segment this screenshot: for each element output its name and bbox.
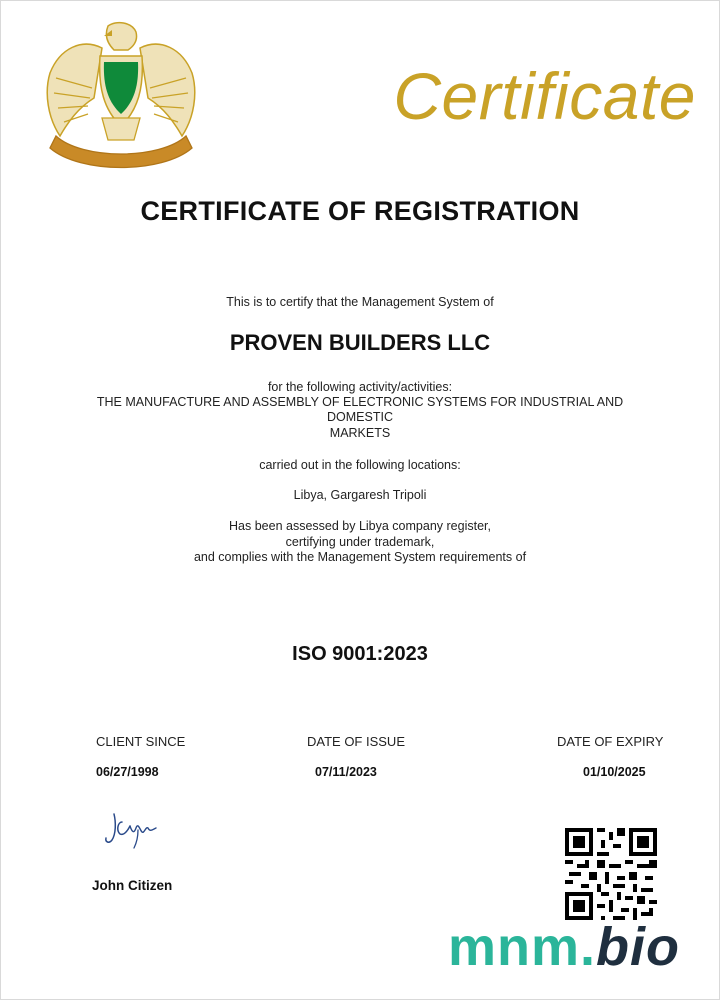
assessment-line: Has been assessed by Libya company register, xyxy=(229,519,491,533)
company-name: PROVEN BUILDERS LLC xyxy=(229,330,491,355)
eagle-emblem-icon xyxy=(42,18,200,170)
watermark-part: mnm. xyxy=(448,917,597,977)
client-since-value: 06/27/1998 xyxy=(96,765,159,779)
watermark-part: bio xyxy=(596,917,681,977)
expiry-date-value: 01/10/2025 xyxy=(583,765,646,779)
issue-date-label: DATE OF ISSUE xyxy=(307,734,405,749)
activity-intro: for the following activity/activities: xyxy=(267,380,453,394)
issue-date-value: 07/11/2023 xyxy=(315,765,377,779)
iso-standard: ISO 9001:2023 xyxy=(292,643,428,665)
activity-line: MARKETS xyxy=(329,426,391,440)
expiry-date-label: DATE OF EXPIRY xyxy=(557,734,664,749)
certificate-heading: Certificate xyxy=(393,59,696,133)
activity-line: DOMESTIC xyxy=(327,410,393,424)
locations-intro: carried out in the following locations: xyxy=(259,458,461,472)
document-title: CERTIFICATE OF REGISTRATION xyxy=(140,196,580,226)
location-text: Libya, Gargaresh Tripoli xyxy=(293,488,427,502)
assessment-line: certifying under trademark, xyxy=(285,535,435,549)
qr-code-icon xyxy=(565,828,657,920)
intro-text: This is to certify that the Management System of xyxy=(226,295,494,309)
signature-icon xyxy=(100,808,170,852)
site-watermark xyxy=(448,916,680,978)
signer-name: John Citizen xyxy=(92,878,173,893)
client-since-label: CLIENT SINCE xyxy=(96,734,186,749)
activity-line: THE MANUFACTURE AND ASSEMBLY OF ELECTRONIC SYSTEMS FOR INDUSTRIAL AND xyxy=(96,395,624,409)
assessment-line: and complies with the Management System requirements of xyxy=(193,550,527,564)
